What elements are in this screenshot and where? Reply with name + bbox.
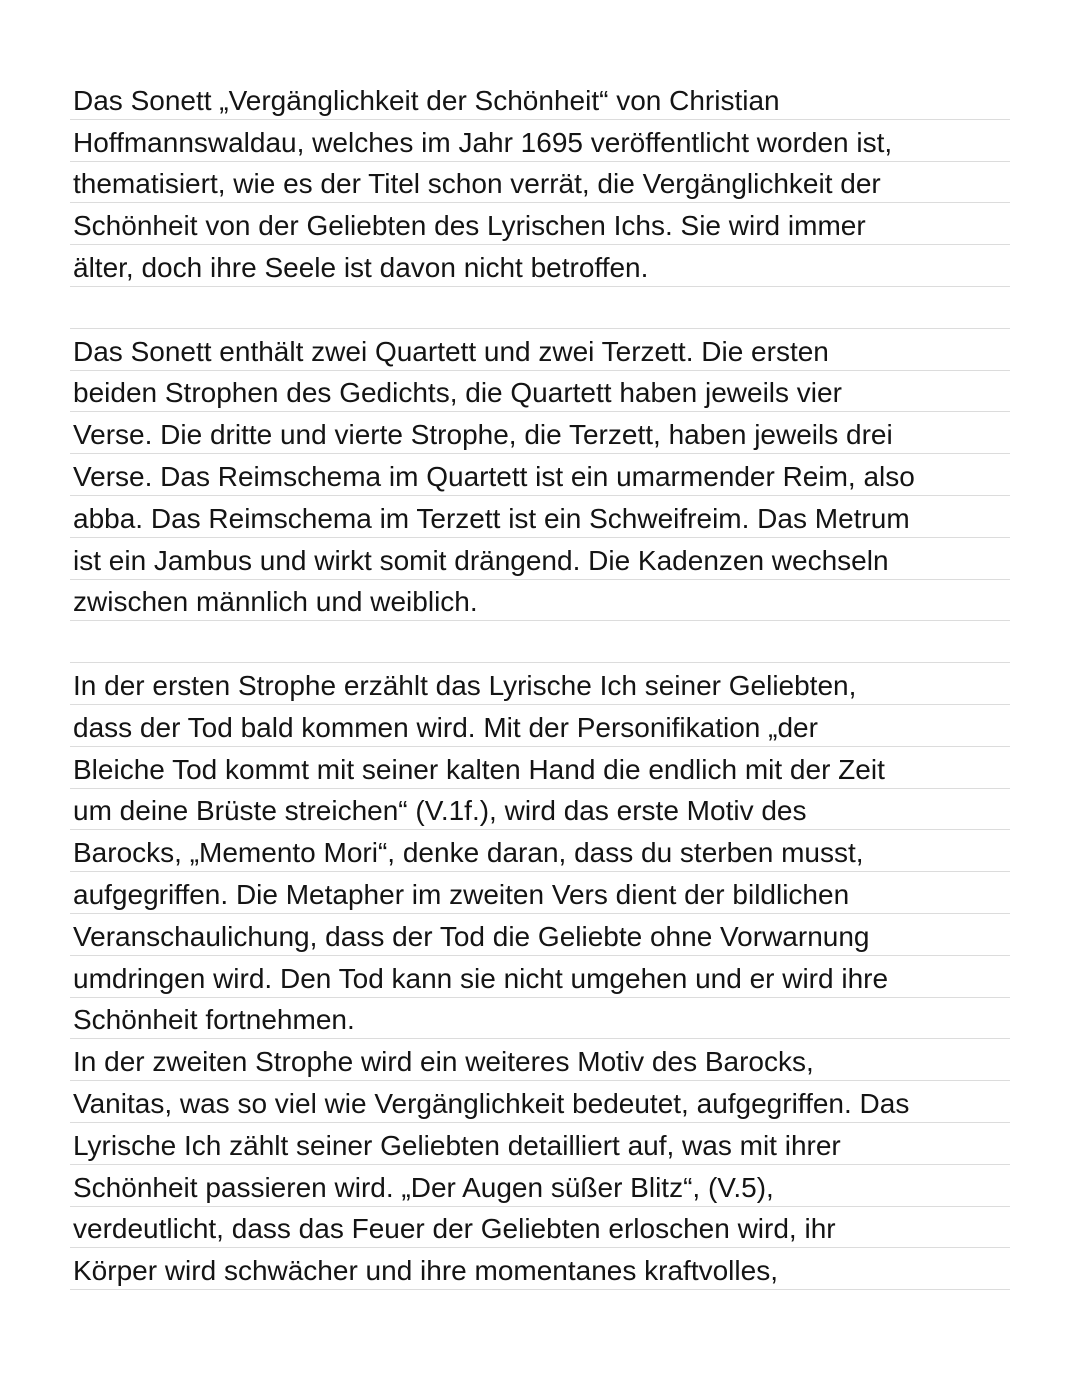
text-line: Verse. Das Reimschema im Quartett ist ein umarmender Reim, also bbox=[70, 454, 1010, 496]
text-line: Lyrische Ich zählt seiner Geliebten detailliert auf, was mit ihrer bbox=[70, 1123, 1010, 1165]
text-line: beiden Strophen des Gedichts, die Quartett haben jeweils vier bbox=[70, 371, 1010, 413]
text-line: Hoffmannswaldau, welches im Jahr 1695 veröffentlicht worden ist, bbox=[70, 120, 1010, 162]
text-line: Schönheit passieren wird. „Der Augen süßer Blitz“, (V.5), bbox=[70, 1165, 1010, 1207]
blank-line bbox=[70, 287, 1010, 329]
text-line: Barocks, „Memento Mori“, denke daran, dass du sterben musst, bbox=[70, 830, 1010, 872]
text-line: In der zweiten Strophe wird ein weiteres Motiv des Barocks, bbox=[70, 1039, 1010, 1081]
text-line: Bleiche Tod kommt mit seiner kalten Hand die endlich mit der Zeit bbox=[70, 747, 1010, 789]
text-line: Schönheit fortnehmen. bbox=[70, 998, 1010, 1040]
text-line: abba. Das Reimschema im Terzett ist ein Schweifreim. Das Metrum bbox=[70, 496, 1010, 538]
text-line: thematisiert, wie es der Titel schon verrät, die Vergänglichkeit der bbox=[70, 162, 1010, 204]
text-line: Veranschaulichung, dass der Tod die Geliebte ohne Vorwarnung bbox=[70, 914, 1010, 956]
text-line: Vanitas, was so viel wie Vergänglichkeit bedeutet, aufgegriffen. Das bbox=[70, 1081, 1010, 1123]
text-line: Das Sonett enthält zwei Quartett und zwei Terzett. Die ersten bbox=[70, 329, 1010, 371]
text-line: Körper wird schwächer und ihre momentanes kraftvolles, bbox=[70, 1248, 1010, 1290]
ruled-text-lines bbox=[70, 78, 1010, 1290]
text-line: In der ersten Strophe erzählt das Lyrische Ich seiner Geliebten, bbox=[70, 663, 1010, 705]
text-line: um deine Brüste streichen“ (V.1f.), wird das erste Motiv des bbox=[70, 789, 1010, 831]
text-line: Verse. Die dritte und vierte Strophe, die Terzett, haben jeweils drei bbox=[70, 412, 1010, 454]
text-line: verdeutlicht, dass das Feuer der Geliebten erloschen wird, ihr bbox=[70, 1207, 1010, 1249]
text-line: Schönheit von der Geliebten des Lyrischen Ichs. Sie wird immer bbox=[70, 203, 1010, 245]
text-line: Das Sonett „Vergänglichkeit der Schönheit“ von Christian bbox=[70, 78, 1010, 120]
blank-line bbox=[70, 621, 1010, 663]
text-line: umdringen wird. Den Tod kann sie nicht umgehen und er wird ihre bbox=[70, 956, 1010, 998]
text-line: zwischen männlich und weiblich. bbox=[70, 580, 1010, 622]
text-line: dass der Tod bald kommen wird. Mit der Personifikation „der bbox=[70, 705, 1010, 747]
text-line: älter, doch ihre Seele ist davon nicht betroffen. bbox=[70, 245, 1010, 287]
text-line: aufgegriffen. Die Metapher im zweiten Vers dient der bildlichen bbox=[70, 872, 1010, 914]
text-line: ist ein Jambus und wirkt somit drängend. Die Kadenzen wechseln bbox=[70, 538, 1010, 580]
